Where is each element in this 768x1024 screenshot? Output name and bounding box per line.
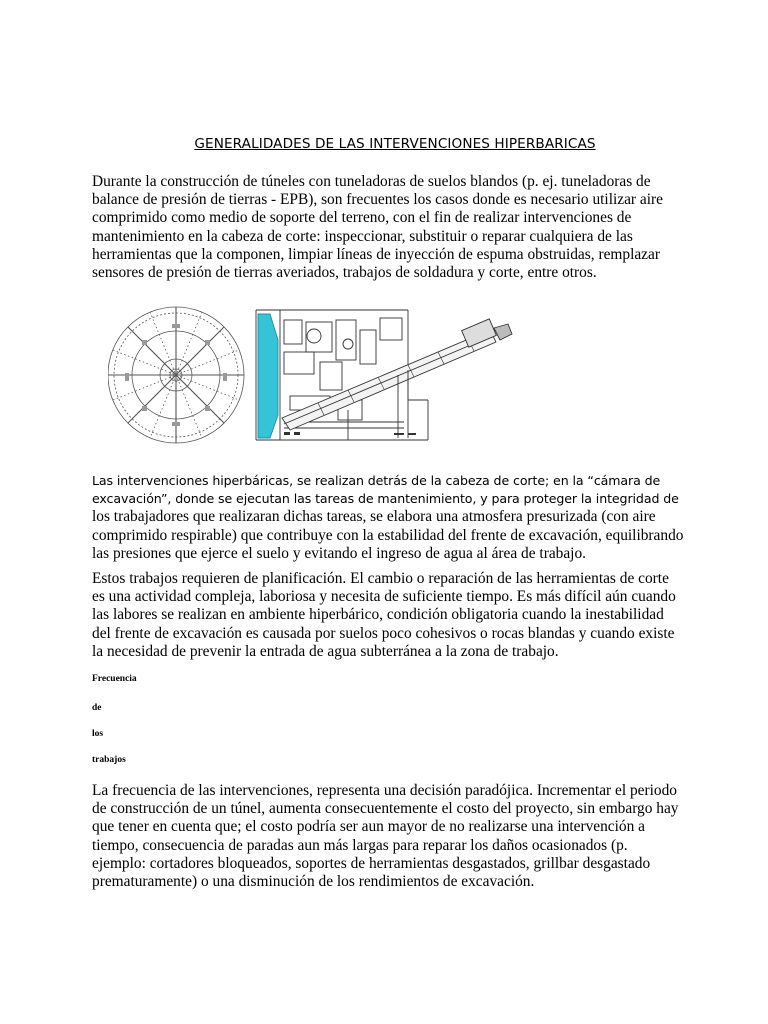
heading-word-trabajos: trabajos [92,755,126,765]
cutterhead-front-view [108,307,244,443]
paragraph-planning: Estos trabajos requieren de planificación. El cambio o reparación de las herramientas de corte es una actividad compleja, laboriosa y necesita de suficiente tiempo. Es más difícil aún cuando las labores se realizan en ambiente hiperbárico, condición obligatoria cuando la inestabilidad del frente de excavación es causada por suelos poco cohesivos o rocas blandas y cuando existe la necesidad de prevenir la entrada de agua subterránea a la zona de trabajo. [92,570,676,660]
paragraph-2-rest: los trabajadores que realizaran dichas tareas, se elabora una atmosfera presurizada (con aire comprimido respirable) que contribuye con la estabilidad del frente de excavación, equilibrando las presiones que ejerce el suelo y evitando el ingreso de agua al área de trabajo. [92,508,684,562]
machine-side-section [256,310,512,440]
paragraph-frequency: La frecuencia de las intervenciones, representa una decisión paradójica. Incrementar el periodo de construcción de un túnel, aumenta consecuentemente el costo del proyecto, sin embargo hay que tener en cuenta que; el costo podría ser aun mayor de no realizarse una intervención a tiempo, consecuencia de paradas aun más largas para reparar los daños ocasionados (p. ejemplo: cortadores bloqueados, soportes de herramientas desgastados, grillbar desgastado prematuramente) o una disminución de los rendimientos de excavación. [92,782,679,891]
paragraph-2-line-2: excavación”, donde se ejecutan las tareas de mantenimiento, y para proteger la integridad de [92,491,679,507]
paragraph-intro: Durante la construcción de túneles con tuneladoras de suelos blandos (p. ej. tuneladoras de balance de presión de tierras - EPB), son frecuentes los casos donde es necesario utilizar aire comprimido como medio de soporte del terreno, con el fin de realizar intervenciones de mantenimiento en la cabeza de corte: inspeccionar, substituir o reparar cualquiera de las herramientas que la componen, limpiar líneas de inyección de espuma obstruidas, remplazar sensores de presión de tierras averiados, trabajos de soldadura y corte, entre otros. [92,173,663,282]
heading-word-frecuencia: Frecuencia [92,674,137,684]
tunnel-boring-machine-figure [108,300,528,450]
heading-word-los: los [92,729,104,739]
paragraph-hyperbaric-interventions [92,472,692,563]
paragraph-2-line-1: Las intervenciones hiperbáricas, se realizan detrás de la cabeza de corte; en la “cámara de [92,473,661,488]
document-title: GENERALIDADES DE LAS INTERVENCIONES HIPERBARICAS [194,136,596,152]
heading-word-de: de [92,703,102,713]
